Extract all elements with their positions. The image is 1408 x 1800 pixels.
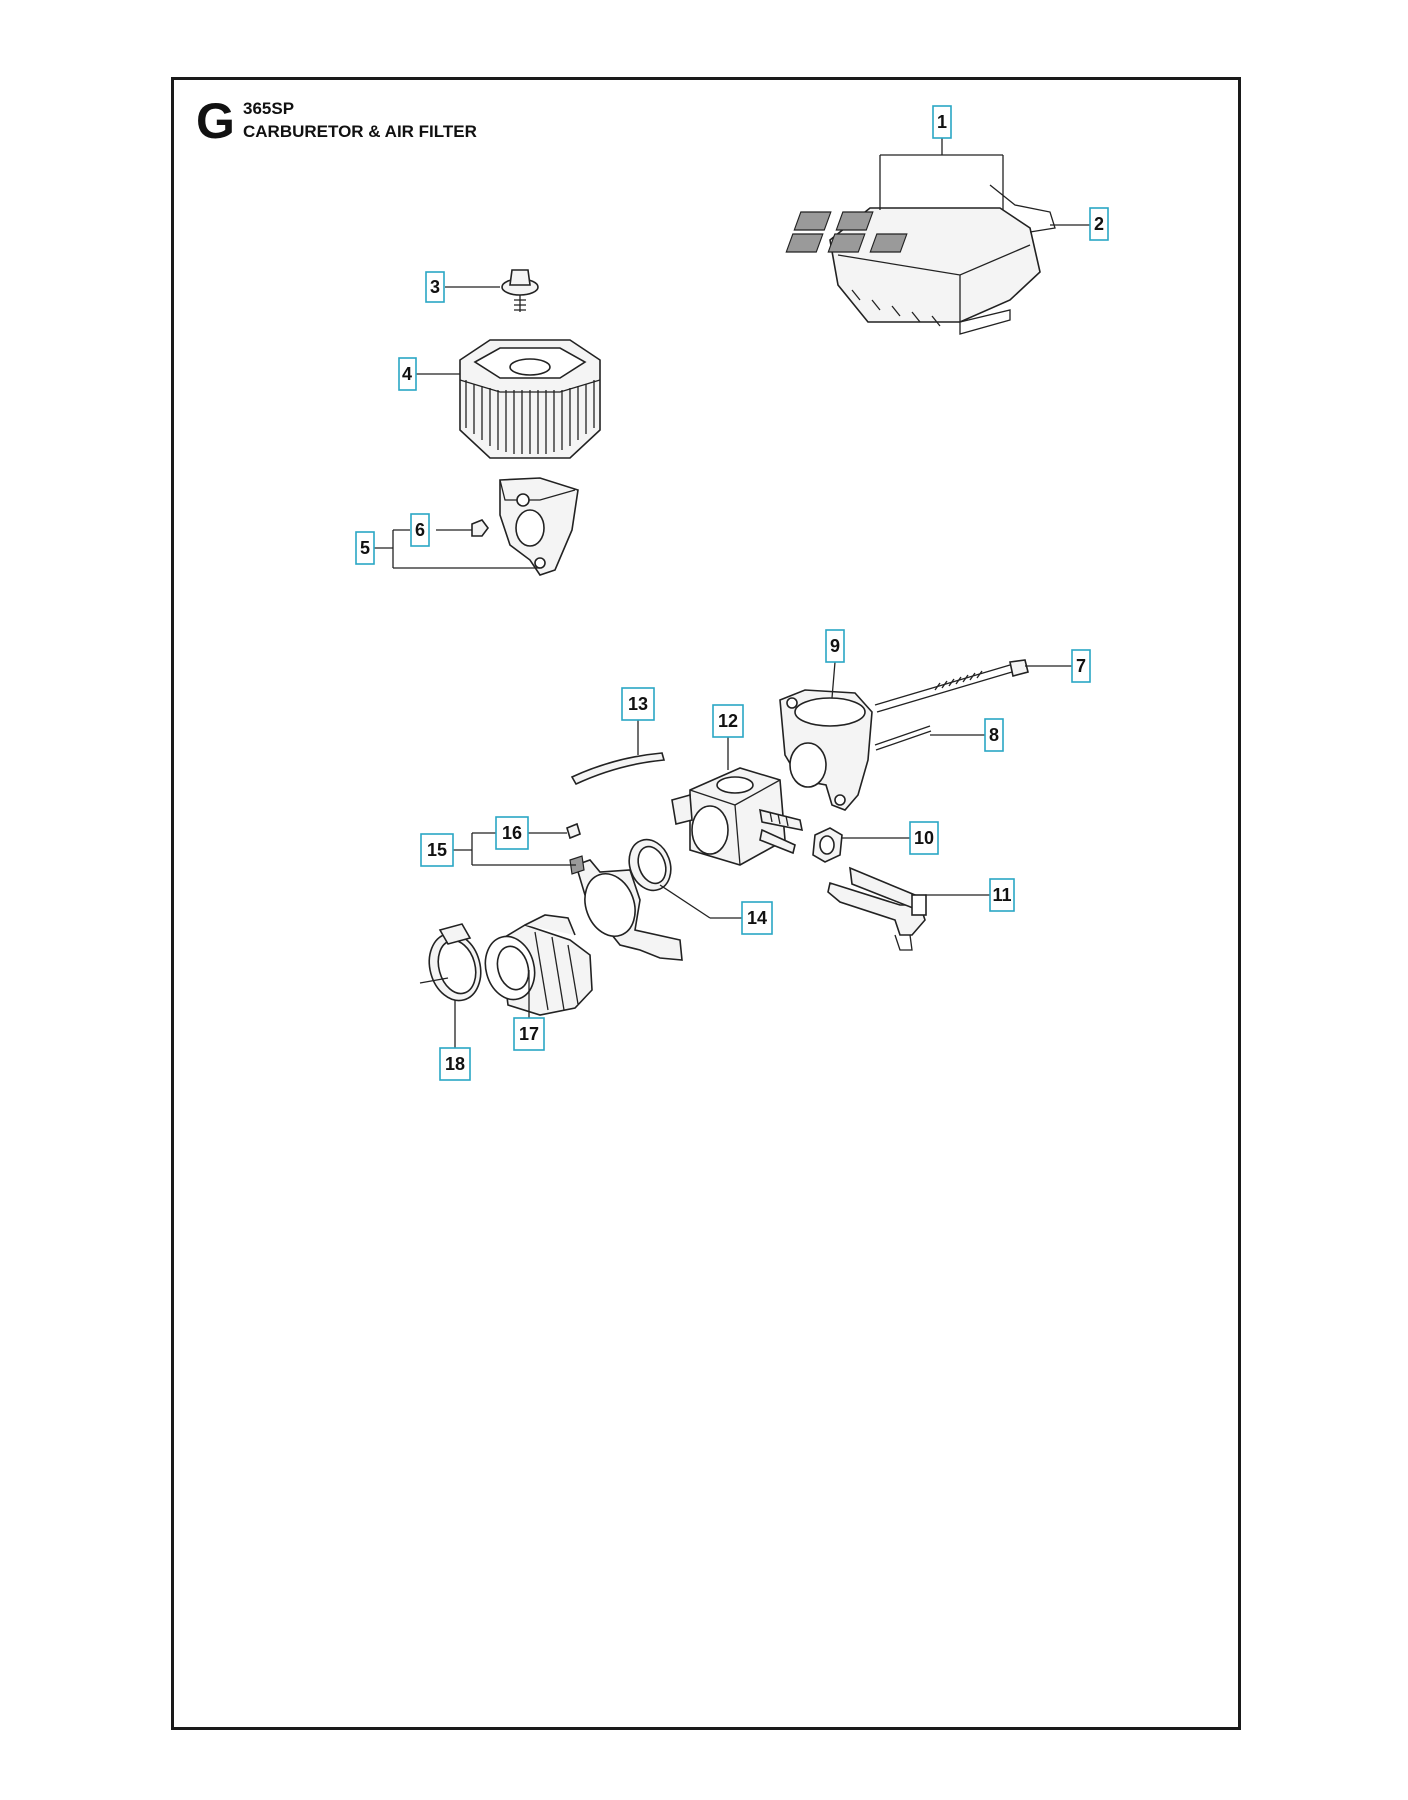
adjust-nut-part (813, 828, 842, 862)
model-name: 365SP (243, 99, 295, 118)
callout-label: 14 (746, 908, 768, 928)
callout-label: 8 (988, 725, 1000, 745)
callout-label: 11 (992, 885, 1012, 905)
carburetor-part (672, 768, 802, 865)
callout-label: 10 (913, 828, 935, 848)
callout-7[interactable] (1072, 650, 1090, 682)
callout-14[interactable] (742, 902, 772, 934)
bolt-part (875, 660, 1028, 712)
filter-knob-part (502, 270, 538, 312)
choke-lever-part (828, 868, 926, 950)
filter-base-part (472, 478, 578, 575)
callout-label: 13 (627, 694, 649, 714)
callout-15[interactable] (421, 834, 453, 866)
callout-16[interactable] (496, 817, 528, 849)
callout-13[interactable] (622, 688, 654, 720)
callout-label: 17 (518, 1024, 540, 1044)
callout-label: 1 (936, 112, 948, 132)
air-filter-cover-part (786, 185, 1055, 334)
callout-label: 12 (717, 711, 739, 731)
intake-boot-part (479, 915, 592, 1015)
callout-label: 9 (829, 636, 841, 656)
callout-label: 18 (444, 1054, 466, 1074)
callout-1[interactable] (933, 106, 951, 138)
section-letter: G (196, 93, 235, 149)
intake-adapter-part (780, 690, 872, 810)
callout-3[interactable] (426, 272, 444, 302)
callout-6[interactable] (411, 514, 429, 546)
callout-4[interactable] (399, 358, 416, 390)
callout-label: 7 (1075, 656, 1087, 676)
air-filter-part (460, 340, 600, 458)
callout-12[interactable] (713, 705, 743, 737)
callout-label: 3 (429, 277, 441, 297)
callout-18[interactable] (440, 1048, 470, 1080)
callout-label: 16 (501, 823, 523, 843)
rod-part (875, 726, 931, 750)
callout-17[interactable] (514, 1018, 544, 1050)
clamp-bracket-part (567, 824, 682, 960)
callout-2[interactable] (1090, 208, 1108, 240)
callout-9[interactable] (826, 630, 844, 662)
callout-label: 15 (426, 840, 448, 860)
diagram-title: CARBURETOR & AIR FILTER (243, 122, 477, 141)
callout-11[interactable] (990, 879, 1014, 911)
callout-label: 4 (401, 364, 413, 384)
fuel-hose-part (572, 753, 664, 784)
hose-clamp-part (420, 924, 488, 1006)
callout-label: 6 (414, 520, 426, 540)
callout-10[interactable] (910, 822, 938, 854)
callout-8[interactable] (985, 719, 1003, 751)
callout-5[interactable] (356, 532, 374, 564)
callout-label: 2 (1093, 214, 1105, 234)
callout-label: 5 (359, 538, 371, 558)
